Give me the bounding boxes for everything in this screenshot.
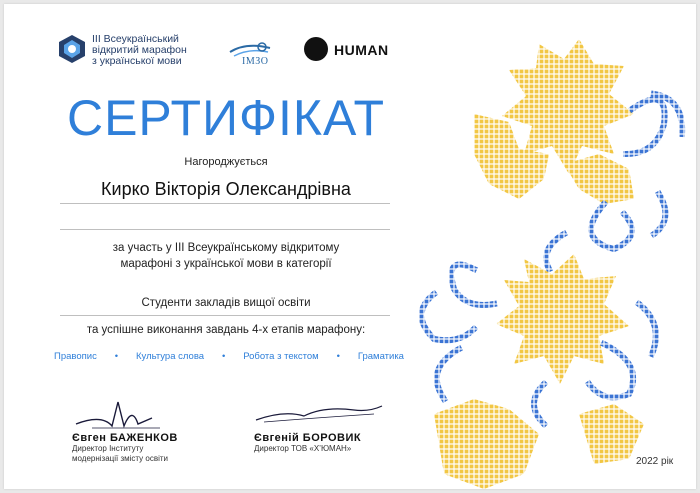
divider-line [60, 315, 390, 316]
skill-item: Правопис [54, 351, 97, 362]
participation-line-1: за участь у III Всеукраїнському відкритому [112, 242, 340, 254]
bullet-icon: • [221, 351, 226, 362]
year-label: 2022 рік [636, 456, 674, 467]
divider-line [60, 203, 390, 204]
signature-icon [72, 396, 162, 432]
signer-role: модернізації змісту освіти [72, 454, 168, 463]
certificate-title: СЕРТИФІКАТ [66, 90, 386, 146]
marathon-title [92, 34, 187, 67]
bullet-icon: • [336, 351, 340, 362]
upper-flower [474, 39, 634, 204]
human-logo-icon [304, 37, 328, 61]
signer-role: Директор ТОВ «Х’ЮМАН» [254, 444, 352, 453]
human-label: HUMAN [334, 42, 389, 58]
signature-block [72, 432, 178, 464]
skill-item: Робота з текстом [243, 351, 319, 362]
skill-item: Граматика [357, 351, 404, 362]
marathon-line-1: III Всеукраїнський [92, 33, 179, 45]
recipient-name: Кирко Вікторія Олександрівна [101, 179, 351, 199]
marathon-logo-icon [57, 34, 87, 64]
participation-text [56, 240, 396, 272]
marathon-line-2: відкритий марафон [92, 44, 187, 56]
signer-name: Євген БАЖЕНКОВ [72, 432, 178, 444]
tasks-text: та успішне виконання завдань 4-х етапів марафону: [86, 324, 366, 336]
skills-list [54, 351, 404, 362]
signature-block [254, 432, 361, 454]
marathon-line-3: з української мови [92, 55, 182, 67]
signer-name: Євгеній БОРОВИК [254, 432, 362, 444]
divider-line [60, 229, 390, 230]
imzo-label: ІМЗО [242, 56, 269, 67]
certificate [4, 4, 696, 489]
bullet-icon: • [114, 351, 119, 362]
lower-flower [434, 254, 644, 489]
skill-item: Культура слова [136, 351, 205, 362]
category-text: Студенти закладів вищої освіти [141, 297, 311, 309]
awarded-text: Нагороджується [184, 156, 268, 168]
signer-role: Директор Інституту [72, 444, 144, 453]
signature-icon [254, 400, 384, 426]
participation-line-2: марафоні з української мови в категорії [120, 258, 332, 270]
